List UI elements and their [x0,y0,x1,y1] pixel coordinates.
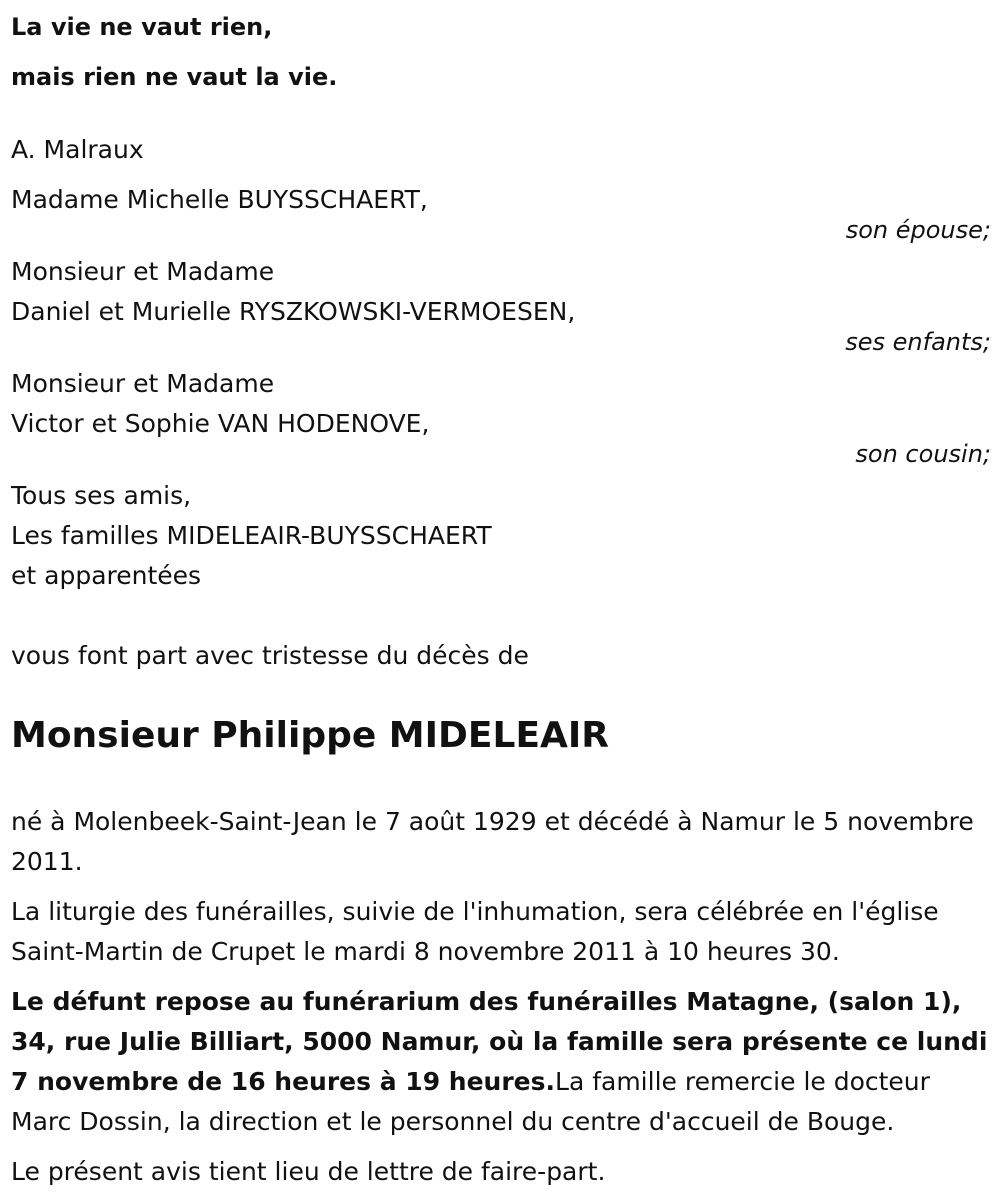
thanks-text: La famille remercie le docteur Marc Dossin, la direction et le personnel du centre d'accueil de Bouge. [11,1067,930,1136]
family-name-line: Daniel et Murielle RYSZKOWSKI-VERMOESEN, [11,297,576,326]
family-name-line: Victor et Sophie VAN HODENOVE, [11,409,430,438]
repose-details: Le défunt repose au funérarium des funérailles Matagne, (salon 1), 34, rue Julie Billiart, 5000 Namur, où la famille sera présente ce lundi 7 novembre de 16 heures à 19 heures. [11,987,988,1096]
mourner-line: Les familles MIDELEAIR-BUYSSCHAERT [11,521,492,550]
closing-paragraph: Le présent avis tient lieu de lettre de faire-part. [11,1157,606,1186]
liturgy-paragraph: La liturgie des funérailles, suivie de l'inhumation, sera célébrée en l'église Saint-Martin de Crupet le mardi 8 novembre 2011 à 10 heures 30. [11,897,939,966]
quote-author: A. Malraux [11,135,144,164]
family-member-spouse [11,180,991,242]
family-member-children [11,252,991,354]
mourner-line: Tous ses amis, [11,481,192,510]
mourner-line: et apparentées [11,561,202,590]
quote [11,0,991,102]
family-role: son cousin; [855,440,991,468]
quote-line-2: mais rien ne vaut la vie. [11,63,338,91]
family-name-line: Monsieur et Madame [11,257,275,286]
announcement: vous font part avec tristesse du décès de [11,641,529,670]
family-role: ses enfants; [845,328,991,356]
family-name-line: Monsieur et Madame [11,369,275,398]
obituary-notice [11,0,991,1192]
other-mourners [11,476,991,596]
quote-line-1: La vie ne vaut rien, [11,13,273,41]
deceased-name: Monsieur Philippe MIDELEAIR [11,715,610,756]
family-role: son épouse; [845,216,991,244]
repose-paragraph [11,982,991,1142]
birth-death-paragraph: né à Molenbeek-Saint-Jean le 7 août 1929 et décédé à Namur le 5 novembre 2011. [11,807,974,876]
family-name-line: Madame Michelle BUYSSCHAERT, [11,185,428,214]
family-member-cousin [11,364,991,466]
